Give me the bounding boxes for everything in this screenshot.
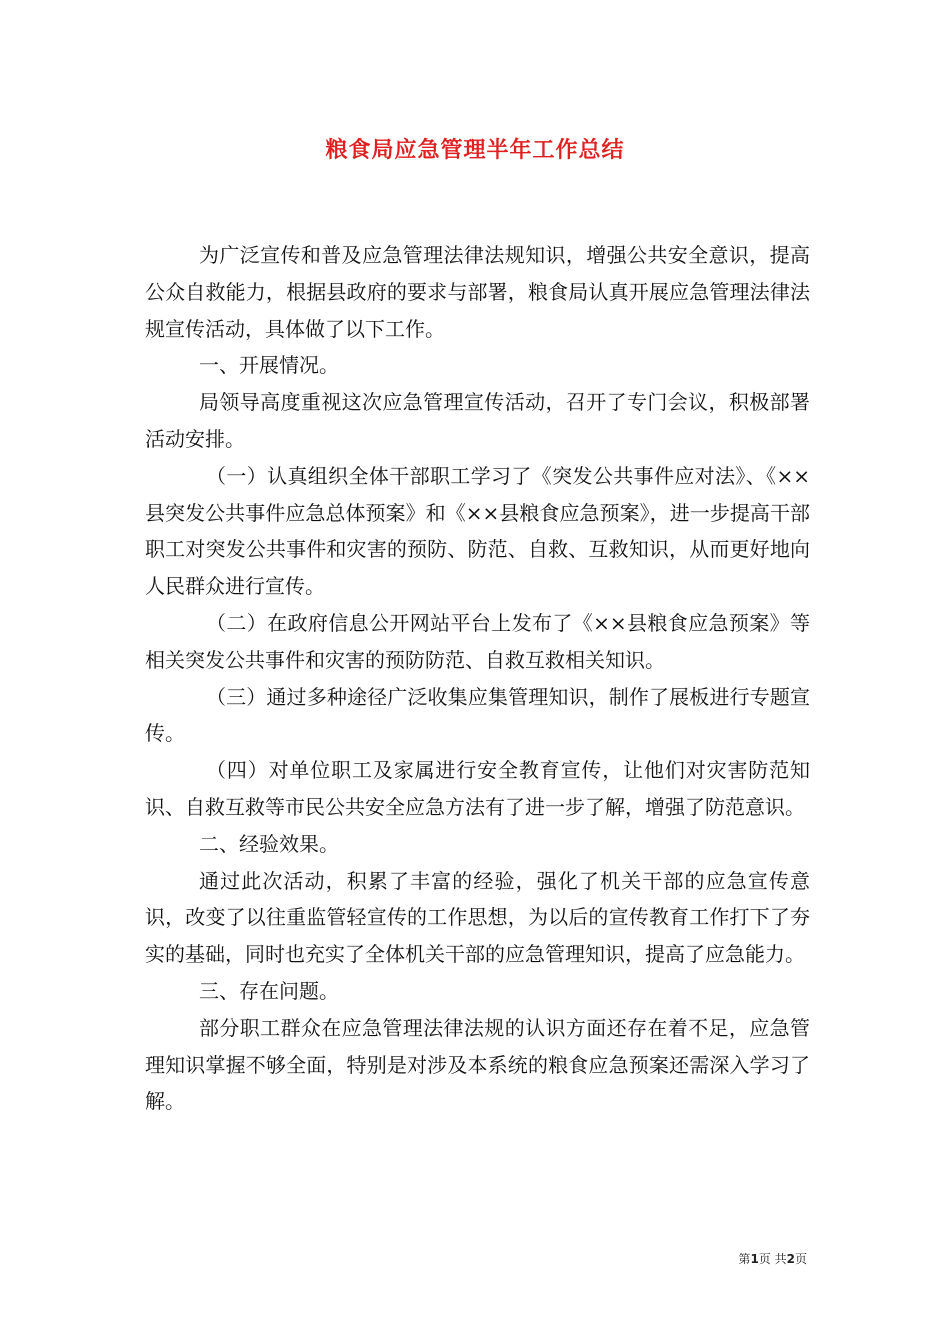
document-body xyxy=(145,237,810,1120)
list-item-1: （一）认真组织全体干部职工学习了《突发公共事件应对法》、《××县突发公共事件应急总体预案》和《××县粮食应急预案》，进一步提高干部职工对突发公共事件和灾害的预防、防范、自救、互救知识，从而更好地向人民群众进行宣传。 xyxy=(145,463,810,599)
list-item-2: （二）在政府信息公开网站平台上发布了《××县粮食应急预案》等相关突发公共事件和灾害的预防防范、自救互救相关知识。 xyxy=(145,610,810,672)
page-number-footer xyxy=(738,1250,807,1267)
current-page-number: 1 xyxy=(750,1252,759,1266)
footer-middle: 页 共 xyxy=(758,1252,787,1266)
body-paragraph: 通过此次活动，积累了丰富的经验，强化了机关干部的应急宣传意识，改变了以往重监管轻宣传的工作思想，为以后的宣传教育工作打下了夯实的基础，同时也充实了全体机关干部的应急管理知识，提高了应急能力。 xyxy=(145,868,810,967)
body-paragraph: 局领导高度重视这次应急管理宣传活动，召开了专门会议，积极部署活动安排。 xyxy=(145,390,810,451)
footer-suffix: 页 xyxy=(794,1252,807,1266)
document-title: 粮食局应急管理半年工作总结 xyxy=(325,138,625,163)
footer-prefix: 第 xyxy=(738,1252,751,1266)
body-paragraph: 部分职工群众在应急管理法律法规的认识方面还存在着不足，应急管理知识掌握不够全面，特别是对涉及本系统的粮食应急预案还需深入学习了解。 xyxy=(145,1015,810,1114)
list-item-3: （三）通过多种途径广泛收集应集管理知识，制作了展板进行专题宣传。 xyxy=(145,684,810,746)
section-heading-2: 二、经验效果。 xyxy=(199,831,339,856)
section-heading-3: 三、存在问题。 xyxy=(199,978,339,1003)
intro-paragraph: 为广泛宣传和普及应急管理法律法规知识，增强公共安全意识，提高公众自救能力，根据县政府的要求与部署，粮食局认真开展应急管理法律法规宣传活动，具体做了以下工作。 xyxy=(145,243,810,341)
section-heading-1: 一、开展情况。 xyxy=(199,353,339,378)
total-pages-number: 2 xyxy=(786,1252,795,1266)
list-item-4: （四）对单位职工及家属进行安全教育宣传，让他们对灾害防范知识、自救互救等市民公共安全应急方法有了进一步了解，增强了防范意识。 xyxy=(145,758,810,819)
